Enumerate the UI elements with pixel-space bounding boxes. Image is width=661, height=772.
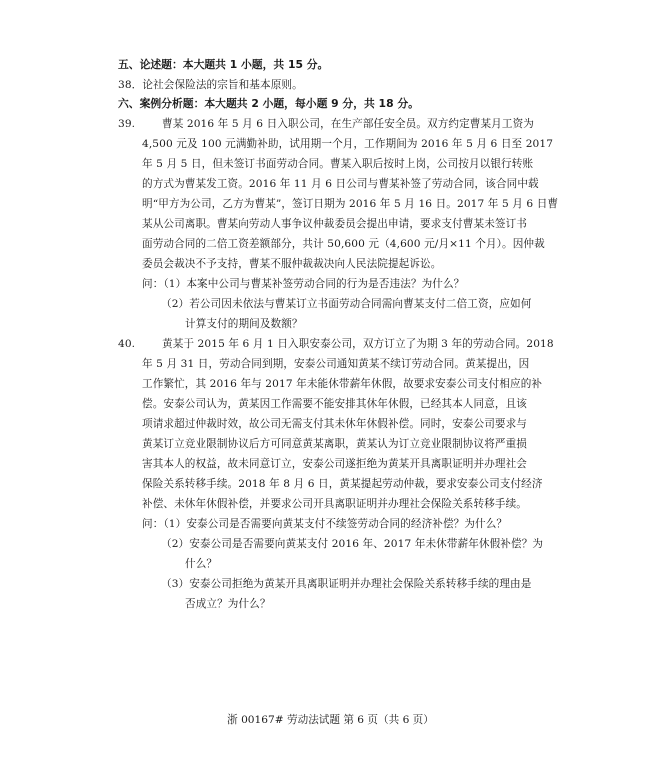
question-39-line: 曹某 2016 年 5 月 6 日入职公司，在生产部任安全员。双方约定曹某月工资为 <box>162 118 534 130</box>
question-39-ask-2: （2）若公司因未依法与曹某订立书面劳动合同需向曹某支付二倍工资，应如何 <box>161 298 532 310</box>
page-footer: 浙 00167# 劳动法试题 第 6 页（共 6 页） <box>227 714 434 726</box>
question-40-line: 补偿、未休年休假补偿，并要求公司开具离职证明并办理社会保险关系转移手续。 <box>142 498 527 510</box>
question-40-line: 偿。安泰公司认为，黄某因工作需要不能安排其休年休假，已经其本人同意，且该 <box>142 398 527 410</box>
question-38: 38．论社会保险法的宗旨和基本原则。 <box>118 79 303 91</box>
question-39-line: 4,500 元及 100 元满勤补助，试用期一个月，工作期间为 2016 年 5 月 6 日至 2017 <box>142 138 554 150</box>
question-39-line: 某从公司离职。曹某向劳动人事争议仲裁委员会提出申请，要求支付曹某未签订书 <box>142 218 527 230</box>
question-40-number: 40. <box>118 338 136 350</box>
question-39-ask-1: 问：（1）本案中公司与曹某补签劳动合同的行为是否违法？为什么？ <box>142 278 465 290</box>
section-5-heading: 五、论述题：本大题共 1 小题，共 15 分。 <box>118 58 329 71</box>
question-40-line: 年 5 月 31 日，劳动合同到期，安泰公司通知黄某不续订劳动合同。黄某提出，因 <box>142 358 530 370</box>
question-40-line: 黄某订立竞业限制协议后方可同意黄某离职，黄某认为订立竞业限制协议将严重损 <box>142 438 527 450</box>
question-39-ask-2-cont: 计算支付的期间及数额？ <box>185 318 303 330</box>
question-40-line: 工作繁忙，其 2016 年与 2017 年未能休带薪年休假，故要求安泰公司支付相应的补 <box>142 378 543 390</box>
question-40-ask-2: （2）安泰公司是否需要向黄某支付 2016 年、2017 年未休带薪年休假补偿？为 <box>161 538 544 550</box>
question-40-ask-2-cont: 什么？ <box>185 558 218 570</box>
question-40-line: 黄某于 2015 年 6 月 1 日入职安泰公司，双方订立了为期 3 年的劳动合同。2018 <box>162 338 554 350</box>
question-39-number: 39. <box>118 118 136 130</box>
question-40-line: 项请求超过仲裁时效，故公司无需支付其未休年休假补偿。同时，安泰公司要求与 <box>142 418 527 430</box>
question-40-line: 保险关系转移手续。2018 年 8 月 6 日，黄某提起劳动仲裁，要求安泰公司支付经济 <box>142 478 543 490</box>
question-39-line: 年 5 月 5 日，但未签订书面劳动合同。曹某入职后按时上岗，公司按月以银行转账 <box>142 158 534 170</box>
question-39-line: 明“甲方为公司，乙方为曹某”，签订日期为 2016 年 5 月 16 日。2017 年 5 月 6 日曹 <box>142 198 559 210</box>
question-40-ask-3: （3）安泰公司拒绝为黄某开具离职证明并办理社会保险关系转移手续的理由是 <box>161 578 532 590</box>
question-40-ask-3-cont: 否成立？为什么？ <box>185 598 271 610</box>
question-40-ask-1: 问：（1）安泰公司是否需要向黄某支付不续签劳动合同的经济补偿？为什么？ <box>142 518 508 530</box>
question-39-line: 委员会裁决不予支持，曹某不服仲裁裁决向人民法院提起诉讼。 <box>142 258 442 270</box>
question-40-line: 害其本人的权益，故未同意订立，安泰公司遂拒绝为黄某开具离职证明并办理社会 <box>142 458 527 470</box>
question-39-line: 面劳动合同的二倍工资差额部分，共计 50,600 元（4,600 元/月×11 个月）。因仲裁 <box>142 238 545 250</box>
question-39-line: 的方式为曹某发工资。2016 年 11 月 6 日公司与曹某补签了劳动合同，该合同中载 <box>142 178 539 190</box>
section-6-heading: 六、案例分析题：本大题共 2 小题，每小题 9 分，共 18 分。 <box>118 97 419 110</box>
